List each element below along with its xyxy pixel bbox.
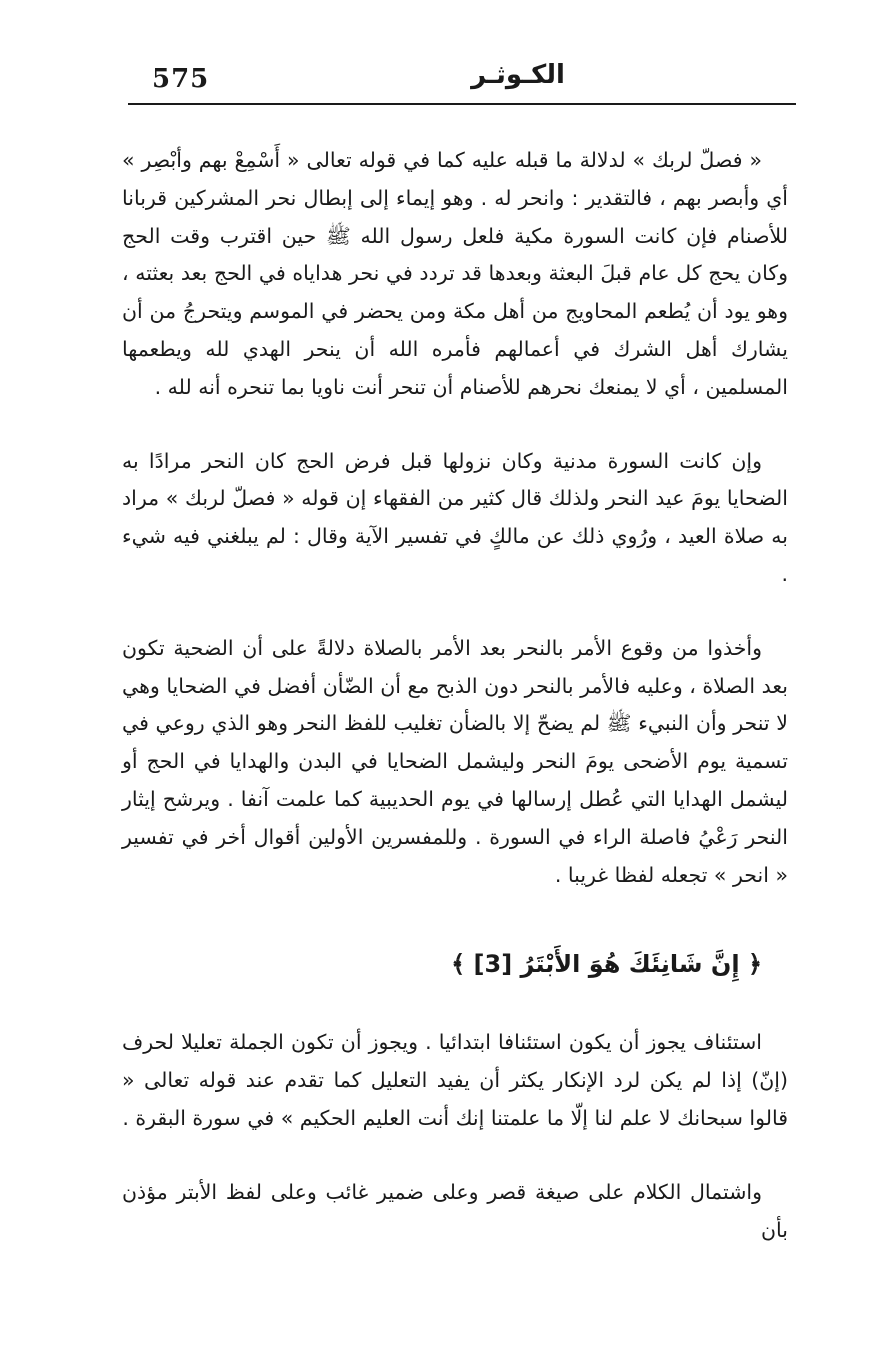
- running-title: الكـوثـر: [471, 60, 565, 90]
- page-number: 575: [152, 64, 210, 94]
- paragraph: « فصلّ لربك » لدلالة ما قبله عليه كما في قوله تعالى « أَسْمِعْ بهم وأبْصِر » أي وأبصر بهم ، فالتقدير : وانحر له . وهو إيماء إلى إبطال نحر المشركين قربانا للأصنام فإن كانت السورة مكية فلعل رسول الله ﷺ حين اقترب وقت الحج وكان يحج كل عام قبلَ البعثة وبعدها قد تردد في نحر هداياه في الحج بعد بعثته ، وهو يود أن يُطعم المحاويج من أهل مكة ومن يحضر في الموسم ويتحرجُ من أن يشارك أهل الشرك في أعمالهم فأمره الله أن ينحر الهدي لله ويطعمها المسلمين ، أي لا يمنعك نحرهم للأصنام أن تنحر أنت ناويا بما تنحره أنه لله .: [122, 148, 788, 399]
- body-text: [122, 142, 788, 1249]
- paragraph: واشتمال الكلام على صيغة قصر وعلى ضمير غائب وعلى لفظ الأبتر مؤذن بأن: [122, 1179, 788, 1242]
- paragraph: وإن كانت السورة مدنية وكان نزولها قبل فرض الحج كان النحر مرادًا به الضحايا يومَ عيد النحر ولذلك قال كثير من الفقهاء إن قوله « فصلّ لربك » مراد به صلاة العيد ، ورُوي ذلك عن مالكٍ في تفسير الآية وقال : لم يبلغني فيه شيء .: [122, 448, 788, 586]
- header-divider: [128, 103, 796, 105]
- paragraph: وأخذوا من وقوع الأمر بالنحر بعد الأمر بالصلاة دلالةً على أن الضحية تكون بعد الصلاة ، وعليه فالأمر بالنحر دون الذبح مع أن الضّأن أفضل في الضحايا وهي لا تنحر وأن النبيء ﷺ لم يضحّ إلا بالضأن تغليب للفظ النحر وهو الذي روعي في تسمية يوم الأضحى يومَ النحر وليشمل الضحايا في البدن والهدايا في الحج أو ليشمل الهدايا التي عُطل إرسالها في يوم الحديبية كما علمت آنفا . ويرشح إيثار النحر رَعْيُ فاصلة الراء في السورة . وللمفسرين الأولين أقوال أخر في تفسير « انحر » تجعله لفظا غريبا .: [122, 635, 788, 887]
- quran-verse-heading: ﴿ إِنَّ شَانِئَكَ هُوَ الأَبْتَرُ [3] ﴾: [451, 950, 762, 979]
- page-header: [128, 58, 796, 98]
- paragraph: استئناف يجوز أن يكون استئنافا ابتدائيا . ويجوز أن تكون الجملة تعليلا لحرف (إنّ) إذا لم يكن لرد الإنكار يكثر أن يفيد التعليل كما تقدم عند قوله تعالى « قالوا سبحانك لا علم لنا إلّا ما علمتنا إنك أنت العليم الحكيم » في سورة البقرة .: [122, 1030, 788, 1130]
